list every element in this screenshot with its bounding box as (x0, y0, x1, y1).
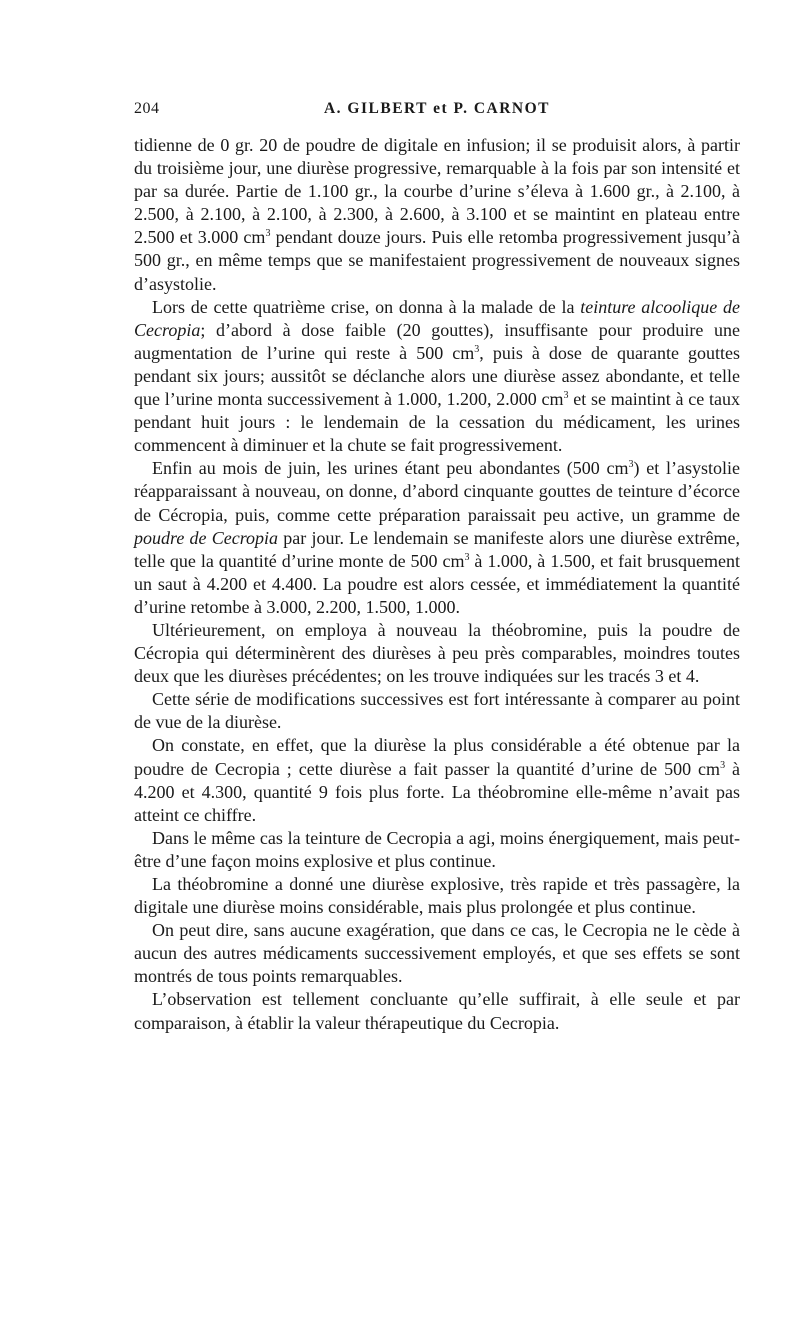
superscript: 3 (720, 759, 726, 771)
paragraph (134, 296, 740, 458)
italic-term: poudre de Cecropia (134, 527, 279, 548)
text-run: par jour. Le lendemain se manifeste alors une diurèse extrême, telle que la quantité d’urine monte de 500 cm (134, 527, 740, 571)
paragraph (134, 457, 740, 619)
paragraph (134, 619, 740, 688)
body-text (134, 134, 740, 1035)
paragraph (134, 827, 740, 873)
page-number: 204 (134, 100, 160, 117)
paragraph (134, 734, 740, 826)
superscript: 3 (265, 228, 271, 240)
superscript: 3 (464, 551, 470, 563)
text-run: Cette série de modifications successives est fort intéressante à comparer au point de vue de la diurèse. (134, 689, 740, 733)
superscript: 3 (628, 459, 634, 471)
paragraph (134, 988, 740, 1034)
text-run: On peut dire, sans aucune exagération, que dans ce cas, le Cecropia ne le cède à aucun des autres médicaments successivement employés, et que ses effets se sont montrés de tous points remarquables. (134, 920, 740, 987)
text-run: Enfin au mois de juin, les urines étant peu abondantes (500 cm (152, 458, 629, 479)
text-run: à 1.000, à 1.500, et fait brusquement un saut à 4.200 et 4.400. La poudre est alors cessée, et immédiatement la quantité d’urine retombe à 3.000, 2.200, 1.500, 1.000. (134, 550, 740, 617)
text-run: Lors de cette quatrième crise, on donna à la malade de la (152, 296, 581, 317)
text-run: tidienne de 0 gr. 20 de poudre de digitale en infusion; il se produisit alors, à partir du troisième jour, une diurèse progressive, remarquable à la fois par son intensité et par sa durée. Partie de 1.100 gr., la courbe d’urine s’éleva à 1.600 gr., à 2.100, à 2.500, à 2.100, à 2.100, à 2.300, à 2.600, à 3.100 et se maintint en plateau entre 2.500 et 3.000 cm (134, 135, 740, 248)
superscript: 3 (474, 343, 480, 355)
text-run: Ultérieurement, on employa à nouveau la théobromine, puis la poudre de Cécropia qui déterminèrent des diurèses à peu près comparables, moindres toutes deux que les diurèses précédentes; on les trouve indiquées sur les tracés 3 et 4. (134, 619, 740, 687)
paragraph (134, 688, 740, 734)
text-run: Dans le même cas la teinture de Cecropia a agi, moins énergiquement, mais peut-être d’une façon moins explosive et plus continue. (134, 827, 740, 871)
text-run: à 4.200 et 4.300, quantité 9 fois plus forte. La théobromine elle-même n’avait pas atteint ce chiffre. (134, 758, 740, 825)
running-title: A. GILBERT et P. CARNOT (323, 100, 550, 117)
superscript: 3 (563, 390, 569, 402)
running-head (134, 100, 740, 124)
paragraph (134, 134, 740, 296)
text-run: ) et l’asystolie réapparaissant à nouveau, on donne, d’abord cinquante gouttes de teinture d’écorce de Cécropia, puis, comme cette préparation paraissait peu active, un gramme de (134, 458, 740, 525)
text-run: ; d’abord à dose faible (20 gouttes), insuffisante pour produire une augmentation de l’urine qui reste à 500 cm (134, 319, 740, 363)
text-run: pendant douze jours. Puis elle retomba progressivement jusqu’à 500 gr., en même temps que se manifestaient progressivement de nouveaux signes d’asystolie. (134, 227, 741, 294)
text-run: , puis à dose de quarante gouttes pendant six jours; aussitôt se déclanche alors une diurèse assez abondante, et telle que l’urine monta successivement à 1.000, 1.200, 2.000 cm (134, 342, 741, 410)
text-run: et se maintint à ce taux pendant huit jours : le lendemain de la cessation du médicament, les urines commencent à diminuer et la chute se fait progressivement. (134, 389, 741, 456)
text-run: L’observation est tellement concluante qu’elle suffirait, à elle seule et par comparaison, à établir la valeur thérapeutique du Cecropia. (134, 989, 740, 1033)
text-run: On constate, en effet, que la diurèse la plus considérable a été obtenue par la poudre de Cecropia ; cette diurèse a fait passer la quantité d’urine de 500 cm (134, 735, 740, 779)
paragraph (134, 919, 740, 988)
italic-term: teinture alcoolique de Cecropia (134, 296, 740, 340)
text-run: La théobromine a donné une diurèse explosive, très rapide et très passagère, la digitale une diurèse moins considérable, mais plus prolongée et plus continue. (134, 874, 740, 918)
paragraph (134, 873, 740, 919)
